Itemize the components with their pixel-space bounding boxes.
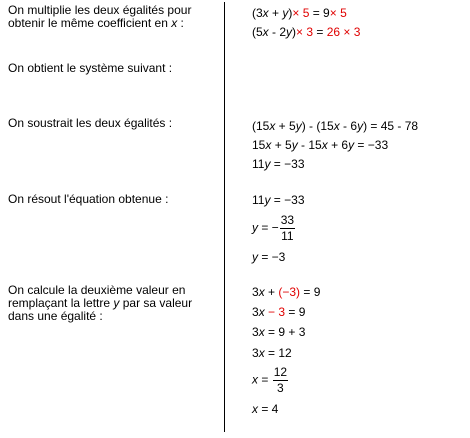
step-5-equation-3: 3x = 9 + 3 [252,325,306,339]
step-5-equation-6: x = 4 [252,402,279,416]
step-1-equation-1: (3x + y)× 5 = 9× 5 [252,6,347,20]
step-5-equation-4: 3x = 12 [252,346,292,360]
step-5-equation-2: 3x − 3 = 9 [252,305,306,319]
multiplier-highlight: × 5 [329,6,347,20]
multiplier-highlight: 26 × 3 [326,25,361,39]
step-5-equation-5: x = $\frac{12}{3}$ [252,365,288,395]
substituted-value: (−3) [278,285,301,299]
fraction: $\frac{33}{11}$ [280,213,295,243]
step-4-equation-3: y = −3 [252,250,286,264]
step-3-equation-1: (15x + 5y) - (15x - 6y) = 45 - 78 [252,119,419,133]
step-4-text: On résout l'équation obtenue : [8,192,169,206]
step-2-text: On obtient le système suivant : [8,61,173,75]
step-3-equation-2: 15x + 5y - 15x + 6y = −33 [252,138,389,152]
step-3-equation-3: 11y = −33 [252,157,305,171]
substituted-value: − 3 [268,305,286,319]
step-4-equation-2: y = − $\frac{33}{11}$ [252,213,295,243]
column-divider [224,2,225,432]
step-3-text: On soustrait les deux égalités : [8,116,173,130]
step-5-text: On calcule la deuxième valeur en remplaçant la lettre y par sa valeur dans une égalité : [8,283,193,323]
step-4-equation-1: 11y = −33 [252,193,305,207]
step-1-text: On multiplie les deux égalités pour obtenir le même coefficient en x : [8,3,192,30]
multiplier-highlight: × 3 [296,25,314,39]
step-1-equation-2: (5x - 2y)× 3 = 26 × 3 [252,25,361,39]
multiplier-highlight: × 5 [292,6,310,20]
step-5-equation-1: 3x + (−3) = 9 [252,285,321,299]
fraction: $\frac{12}{3}$ [273,365,288,395]
